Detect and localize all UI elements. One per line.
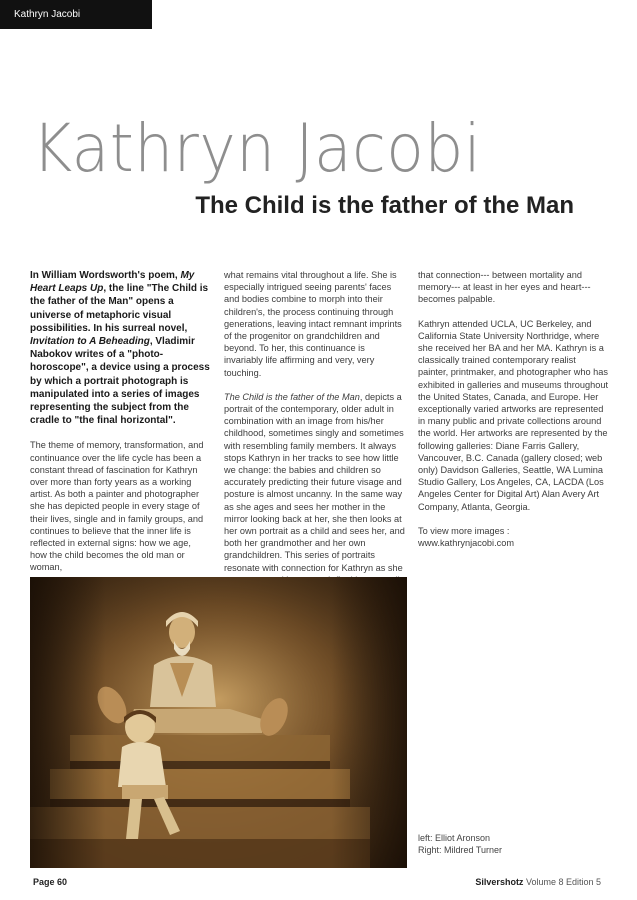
lead-text-c: , Vladimir Nabokov writes of a "photo-horoscope", a device using a process by which a portrait photograph is manipulated into a series of images representing the subject from the cradle to "the final horizontal". <box>30 336 210 427</box>
artwork-illustration <box>30 577 407 868</box>
lead-paragraph <box>30 269 210 427</box>
article-subtitle: The Child is the father of the Man <box>195 192 574 219</box>
magazine-footer <box>475 877 601 887</box>
article-column-3 <box>418 269 608 561</box>
lead-text-b: , the line "The Child is the father of the Man" opens a universe of metaphoric visual possibilities. In his surreal novel, <box>30 283 209 334</box>
page-number: Page 60 <box>33 877 68 887</box>
body-paragraph: that connection--- between mortality and memory--- at least in her eyes and heart--- becomes palpable. <box>418 270 591 305</box>
website-link[interactable]: www.kathrynjacobi.com <box>418 538 514 549</box>
novel-title: Invitation to A Beheading <box>30 336 150 348</box>
body-paragraph <box>224 391 406 586</box>
body-paragraph: what remains vital throughout a life. She is especially intrigued seeing parents' faces and bodies combine to morph into their children's, the process continuing through generations, leaving intact remnant imprints of the progenitor on grandchildren and beyond. To her, this continuance is invariably life affirming and very, very touching. <box>224 270 402 378</box>
lead-text-a: In William Wordsworth's poem, <box>30 270 181 281</box>
body-paragraph: The theme of memory, transformation, and continuance over the life cycle has been a constant thread of fascination for Kathryn over more than forty years as a working artist. As both a painter and photographer she has depicted people in every stage of their lives, single and in family groups, and continues to believe that the inner life is reflected in external signs: how we age, how the child becomes the old man or woman, <box>30 440 204 573</box>
article-column-1 <box>30 269 210 586</box>
magazine-name: Silvershotz <box>475 877 524 887</box>
artist-name-title: Kathryn Jacobi <box>32 110 482 187</box>
website-paragraph <box>418 525 608 549</box>
article-column-2 <box>224 269 406 598</box>
section-tab-label: Kathryn Jacobi <box>14 9 81 20</box>
artwork-photo <box>30 577 407 868</box>
caption-line-right: Right: Mildred Turner <box>418 845 503 855</box>
poem-title: My Heart Leaps Up <box>30 270 195 295</box>
series-title: The Child is the father of the Man <box>224 391 360 402</box>
bio-paragraph: Kathryn attended UCLA, UC Berkeley, and California State University Northridge, where she received her BA and her MA. Kathryn is a classically trained contemporary realist painter, printmaker, and photographer who has exhibited in galleries and museums throughout the United States, Canada, and Europe. Her exceptionally varied artworks are represented in many public and private collections around the world. Her artworks are represented by the following galleries: Diane Farris Gallery, Vancouver, B.C. Canada (gallery closed; web only) Davidson Galleries, Seattle, WA Lumina Studio Gallery, Los Angeles, CA, LACDA (Los Angeles Center for Digital Art) Alan Avery Art Company, Atlanta, Georgia. <box>418 318 608 512</box>
edition-info: Volume 8 Edition 5 <box>523 877 601 887</box>
caption-line-left: left: Elliot Aronson <box>418 833 491 843</box>
section-tab <box>0 0 152 29</box>
series-description: , depicts a portrait of the contemporary, older adult in combination with an image from his/her childhood, sometimes singly and sometimes with resembling family members. It always stops Kathryn in her tracks to see how little we change: the babies and children so accurately predicting their future visage and posture is almost uncanny. In the same way as she ages and sees her mother in the mirror looking back at her, she then looks at her own portrait as a child and sees her, and both her grandmother and her own grandchildren. This series of portraits resonate with connection for Kathryn as she <box>224 391 405 573</box>
photo-caption <box>418 832 502 856</box>
view-more-label: To view more images : <box>418 525 510 536</box>
